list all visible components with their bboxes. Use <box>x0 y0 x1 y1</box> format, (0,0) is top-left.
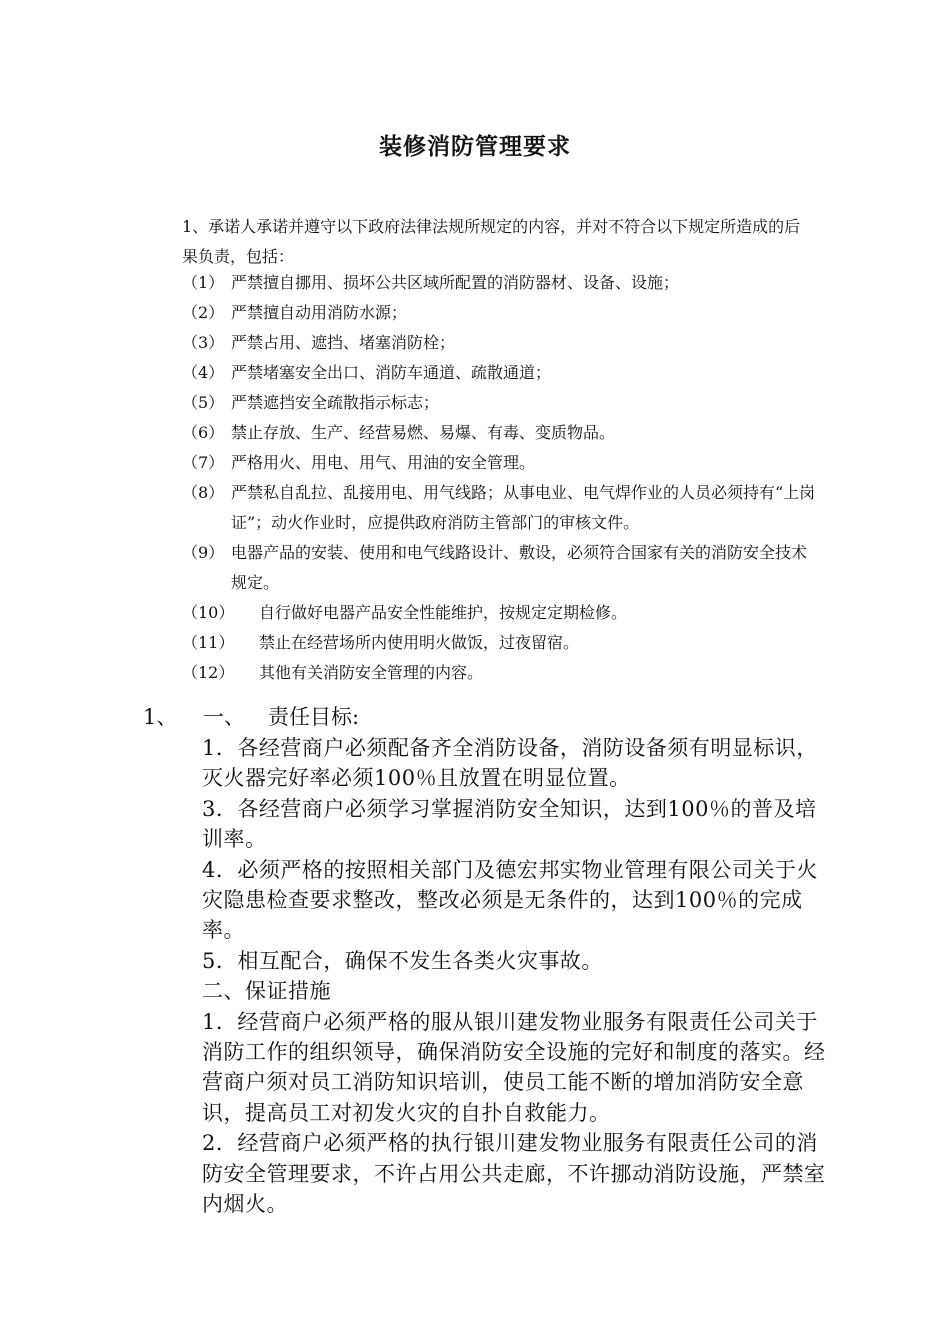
list-item <box>182 298 822 328</box>
item-number: （5） <box>182 393 225 412</box>
item-number: （3） <box>182 333 225 352</box>
item-number: （1） <box>182 273 225 292</box>
item-number: （12） <box>182 663 235 682</box>
list-item <box>182 628 822 658</box>
list-item <box>182 268 822 298</box>
section-paragraph: 1．经营商户必须严格的服从银川建发物业服务有限责任公司关于消防工作的组织领导，确保消防安全设施的完好和制度的落实。经营商户须对员工消防知识培训，使员工能不断的增加消防安全意识，提高员工对初发火灾的自扑自救能力。 <box>202 1009 826 1125</box>
item-number: （7） <box>182 453 225 472</box>
list-item <box>182 538 822 598</box>
item-text: 严禁私自乱拉、乱接用电、用气线路；从事电业、电气焊作业的人员必须持有“上岗证”；动火作业时，应提供政府消防主管部门的审核文件。 <box>231 483 816 532</box>
list-item <box>182 598 822 628</box>
list-item <box>182 358 822 388</box>
section-heading-row <box>143 703 843 732</box>
item-number: （2） <box>182 303 225 322</box>
list-item <box>182 658 822 688</box>
section-paragraph: 5．相互配合，确保不发生各类火灾事故。 <box>202 948 603 973</box>
item-number: （10） <box>182 603 235 622</box>
item-text: 严禁擅自动用消防水源； <box>231 303 408 322</box>
item-number: （8） <box>182 483 225 502</box>
requirement-list <box>182 268 822 688</box>
item-number: （4） <box>182 363 225 382</box>
item-text: 严禁擅自挪用、损坏公共区域所配置的消防器材、设备、设施； <box>231 273 680 292</box>
section-heading <box>143 703 843 732</box>
list-item <box>182 328 822 358</box>
subsection-heading: 二、保证措施 <box>202 979 331 1004</box>
item-text: 电器产品的安装、使用和电气线路设计、敷设，必须符合国家有关的消防安全技术规定。 <box>231 543 808 592</box>
intro-paragraph <box>182 212 812 272</box>
item-text: 禁止存放、生产、经营易燃、易爆、有毒、变质物品。 <box>231 423 616 442</box>
section-paragraph: 3．各经营商户必须学习掌握消防安全知识，达到100％的普及培训率。 <box>202 796 817 852</box>
item-text: 禁止在经营场所内使用明火做饭，过夜留宿。 <box>259 633 580 652</box>
item-text: 自行做好电器产品安全性能维护，按规定定期检修。 <box>259 603 628 622</box>
section-sub-number: 一、 <box>203 705 245 729</box>
item-number: （6） <box>182 423 225 442</box>
section-paragraph: 2．经营商户必须严格的执行银川建发物业服务有限责任公司的消防安全管理要求，不许占用公共走廊，不许挪动消防设施，严禁室内烟火。 <box>202 1131 826 1217</box>
item-text: 严禁堵塞安全出口、消防车通道、疏散通道； <box>231 363 552 382</box>
section-number: 1、 <box>143 705 178 729</box>
item-text: 严格用火、用电、用气、用油的安全管理。 <box>231 453 536 472</box>
list-item <box>182 388 822 418</box>
section-paragraph: 4．必须严格的按照相关部门及德宏邦实物业管理有限公司关于火灾隐患检查要求整改，整改必须是无条件的，达到100％的完成率。 <box>202 857 818 943</box>
item-number: （9） <box>182 543 225 562</box>
list-item <box>182 448 822 478</box>
item-text: 严禁遮挡安全疏散指示标志； <box>231 393 440 412</box>
document-title: 装修消防管理要求 <box>379 133 571 160</box>
item-number: （11） <box>182 633 235 652</box>
section-body <box>202 733 832 1220</box>
section-paragraph: 1．各经营商户必须配备齐全消防设备，消防设备须有明显标识，灭火器完好率必须100％且放置在明显位置。 <box>202 736 818 791</box>
item-text: 其他有关消防安全管理的内容。 <box>259 663 484 682</box>
list-item <box>182 418 822 448</box>
item-text: 严禁占用、遮挡、堵塞消防栓； <box>231 333 456 352</box>
intro-text: 1、承诺人承诺并遵守以下政府法律法规所规定的内容，并对不符合以下规定所造成的后果负责，包括： <box>182 217 801 266</box>
section-heading-text: 责任目标: <box>268 705 360 729</box>
list-item <box>182 478 822 538</box>
